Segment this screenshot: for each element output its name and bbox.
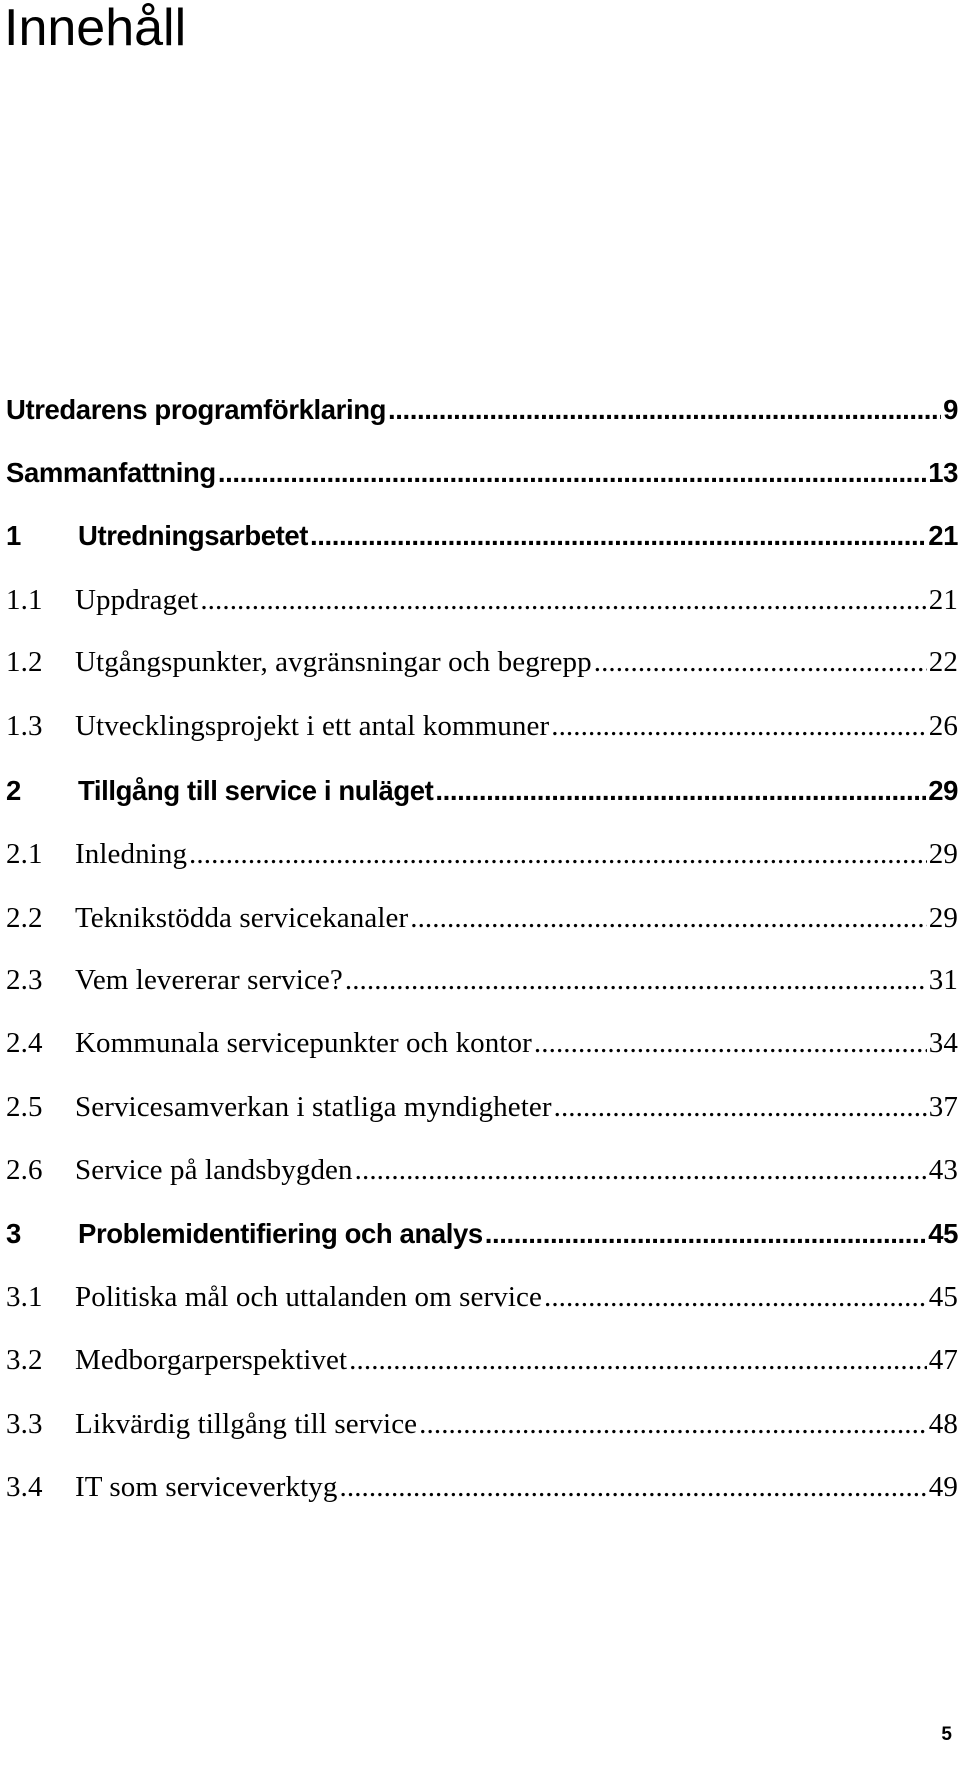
toc-entry-number: 3.3 (6, 1408, 43, 1440)
toc-dot-leader (554, 1091, 927, 1124)
toc-entry-section-3-4[interactable] (6, 1471, 958, 1504)
toc-entry-title: Problemidentifiering och analys (78, 1218, 483, 1249)
toc-entry-page: 48 (928, 1408, 958, 1440)
toc-entry-title: Likvärdig tillgång till service (75, 1408, 418, 1440)
toc-entry-title: Servicesamverkan i statliga myndigheter (75, 1091, 552, 1123)
toc-entry-number: 1 (6, 520, 21, 551)
toc-dot-leader (544, 1281, 927, 1314)
toc-entry-number: 2.2 (6, 902, 43, 934)
toc-entry-number: 3.4 (6, 1471, 43, 1503)
toc-entry-number: 3.1 (6, 1281, 43, 1313)
toc-entry-chapter-1[interactable] (6, 520, 958, 552)
toc-entry-page: 9 (943, 394, 958, 425)
toc-entry-section-2-6[interactable] (6, 1154, 958, 1187)
toc-entry-title: Service på landsbygden (75, 1154, 353, 1186)
toc-entry-title: Politiska mål och uttalanden om service (75, 1281, 542, 1313)
toc-dot-leader (485, 1218, 926, 1250)
toc-entry-section-2-3[interactable] (6, 964, 958, 997)
toc-entry-section-3-2[interactable] (6, 1344, 958, 1377)
toc-entry-sammanfattning[interactable] (6, 457, 958, 489)
toc-entry-page: 21 (928, 520, 958, 551)
toc-dot-leader (388, 394, 941, 426)
toc-entry-section-3-1[interactable] (6, 1281, 958, 1314)
toc-dot-leader (551, 710, 927, 743)
toc-entry-section-2-4[interactable] (6, 1027, 958, 1060)
toc-entry-title: Utgångspunkter, avgränsningar och begrepp (75, 646, 592, 678)
toc-entry-title: Uppdraget (75, 584, 199, 616)
toc-dot-leader (310, 520, 926, 552)
toc-entry-title: Utvecklingsprojekt i ett antal kommuner (75, 710, 550, 742)
toc-entry-page: 13 (928, 457, 958, 488)
toc-entry-page: 22 (928, 646, 958, 678)
toc-entry-title: Medborgarperspektivet (75, 1344, 348, 1376)
toc-entry-page: 34 (928, 1027, 958, 1059)
toc-entry-number: 2.5 (6, 1091, 43, 1123)
toc-dot-leader (419, 1408, 927, 1441)
toc-entry-section-1-2[interactable] (6, 646, 958, 679)
toc-entry-section-1-1[interactable] (6, 584, 958, 617)
toc-entry-number: 1.3 (6, 710, 43, 742)
toc-dot-leader (200, 584, 926, 617)
toc-entry-page: 43 (928, 1154, 958, 1186)
toc-entry-page: 37 (928, 1091, 958, 1123)
toc-entry-number: 2 (6, 775, 21, 806)
page-title: Innehåll (4, 0, 187, 57)
toc-entry-number: 3.2 (6, 1344, 43, 1376)
toc-entry-number: 2.4 (6, 1027, 43, 1059)
toc-entry-page: 21 (928, 584, 958, 616)
toc-entry-title: Kommunala servicepunkter och kontor (75, 1027, 532, 1059)
toc-entry-section-2-1[interactable] (6, 838, 958, 871)
toc-entry-section-2-5[interactable] (6, 1091, 958, 1124)
toc-entry-number: 3 (6, 1218, 21, 1249)
toc-entry-number: 2.1 (6, 838, 43, 870)
toc-dot-leader (534, 1027, 927, 1060)
toc-dot-leader (594, 646, 927, 679)
toc-entry-number: 2.6 (6, 1154, 43, 1186)
toc-entry-page: 47 (928, 1344, 958, 1376)
toc-entry-title: IT som serviceverktyg (75, 1471, 338, 1503)
toc-dot-leader (410, 902, 927, 935)
page-number: 5 (941, 1724, 952, 1745)
toc-entry-number: 1.2 (6, 646, 43, 678)
toc-entry-page: 49 (928, 1471, 958, 1503)
toc-entry-title: Utredarens programförklaring (6, 394, 387, 425)
toc-entry-title: Teknikstödda servicekanaler (75, 902, 409, 934)
toc-entry-programforklaring[interactable] (6, 394, 958, 426)
toc-entry-page: 31 (928, 964, 958, 996)
toc-dot-leader (435, 775, 926, 807)
toc-entry-section-1-3[interactable] (6, 710, 958, 743)
toc-entry-title: Sammanfattning (6, 457, 216, 488)
toc-entry-title: Utredningsarbetet (78, 520, 309, 551)
toc-entry-page: 29 (928, 775, 958, 806)
toc-entry-page: 45 (928, 1218, 958, 1249)
toc-entry-page: 29 (928, 902, 958, 934)
toc-entry-page: 45 (928, 1281, 958, 1313)
toc-entry-page: 29 (928, 838, 958, 870)
toc-dot-leader (340, 1471, 927, 1504)
toc-entry-section-3-3[interactable] (6, 1408, 958, 1441)
toc-entry-title: Tillgång till service i nuläget (78, 775, 434, 806)
toc-entry-section-2-2[interactable] (6, 902, 958, 935)
toc-entry-chapter-2[interactable] (6, 775, 958, 807)
toc-dot-leader (189, 838, 927, 871)
toc-dot-leader (349, 1344, 927, 1377)
toc-entry-page: 26 (928, 710, 958, 742)
toc-entry-chapter-3[interactable] (6, 1218, 958, 1250)
toc-dot-leader (355, 1154, 927, 1187)
toc-dot-leader (345, 964, 927, 997)
toc-dot-leader (218, 457, 926, 489)
toc-entry-number: 2.3 (6, 964, 43, 996)
toc-entry-title: Inledning (75, 838, 188, 870)
toc-entry-title: Vem levererar service? (75, 964, 343, 996)
toc-entry-number: 1.1 (6, 584, 43, 616)
